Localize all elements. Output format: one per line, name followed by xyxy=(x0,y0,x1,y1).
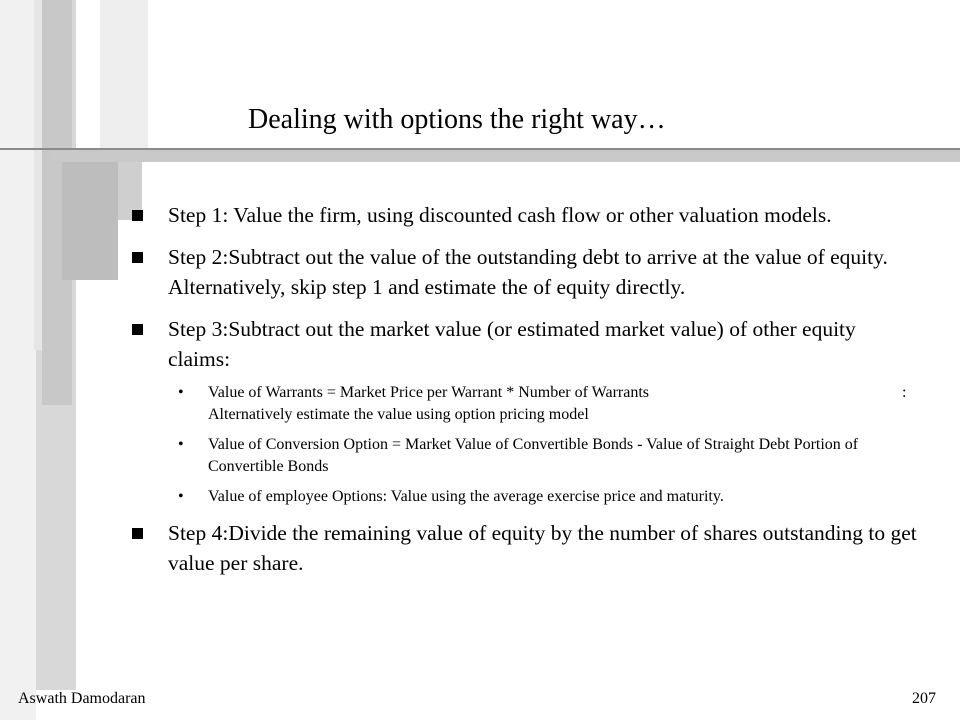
sub-step-text: Value of employee Options: Value using the average exercise price and maturity. xyxy=(208,488,724,505)
page-number: 207 xyxy=(912,690,936,707)
dot-bullet-icon: • xyxy=(178,436,184,453)
square-bullet-icon xyxy=(132,324,143,335)
sub-step-text: Value of Warrants = Market Price per Warrant * Number of Warrants xyxy=(208,384,650,401)
slide-body xyxy=(130,200,920,590)
square-bullet-icon xyxy=(132,252,143,263)
decorative-stripe xyxy=(0,0,36,720)
step-text: Step 3:Subtract out the market value (or estimated market value) of other equity claims: xyxy=(168,317,856,371)
sub-step-list xyxy=(130,382,920,508)
sub-step-text: Value of Conversion Option = Market Value of Convertible Bonds - Value of Straight Debt Portion of Convertible Bonds xyxy=(208,436,859,475)
step-item xyxy=(130,242,920,302)
step-item xyxy=(130,518,920,578)
step-text: Step 1: Value the firm, using discounted cash flow or other valuation models. xyxy=(168,203,832,227)
decorative-stripe xyxy=(100,0,148,160)
title-divider-band xyxy=(52,150,960,162)
footer-author: Aswath Damodaran xyxy=(18,690,146,707)
step-text: Step 4:Divide the remaining value of equity by the number of shares outstanding to get value per share. xyxy=(168,521,917,575)
slide-title: Dealing with options the right way… xyxy=(248,104,666,135)
sub-step-item xyxy=(130,434,920,478)
square-bullet-icon xyxy=(132,210,143,221)
sub-step-text-continued: Alternatively estimate the value using option pricing model xyxy=(208,406,589,423)
step-item xyxy=(130,314,920,374)
sub-step-separator: : xyxy=(902,384,907,401)
dot-bullet-icon: • xyxy=(178,488,184,505)
step-item xyxy=(130,200,920,230)
square-bullet-icon xyxy=(132,528,143,539)
step-text: Step 2:Subtract out the value of the outstanding debt to arrive at the value of equity. Alternatively, skip step 1 and estimate the of equity directly. xyxy=(168,245,888,299)
decorative-stripe xyxy=(62,160,118,280)
sub-step-item xyxy=(130,382,920,426)
sub-step-item xyxy=(130,486,920,508)
dot-bullet-icon: • xyxy=(178,384,184,401)
